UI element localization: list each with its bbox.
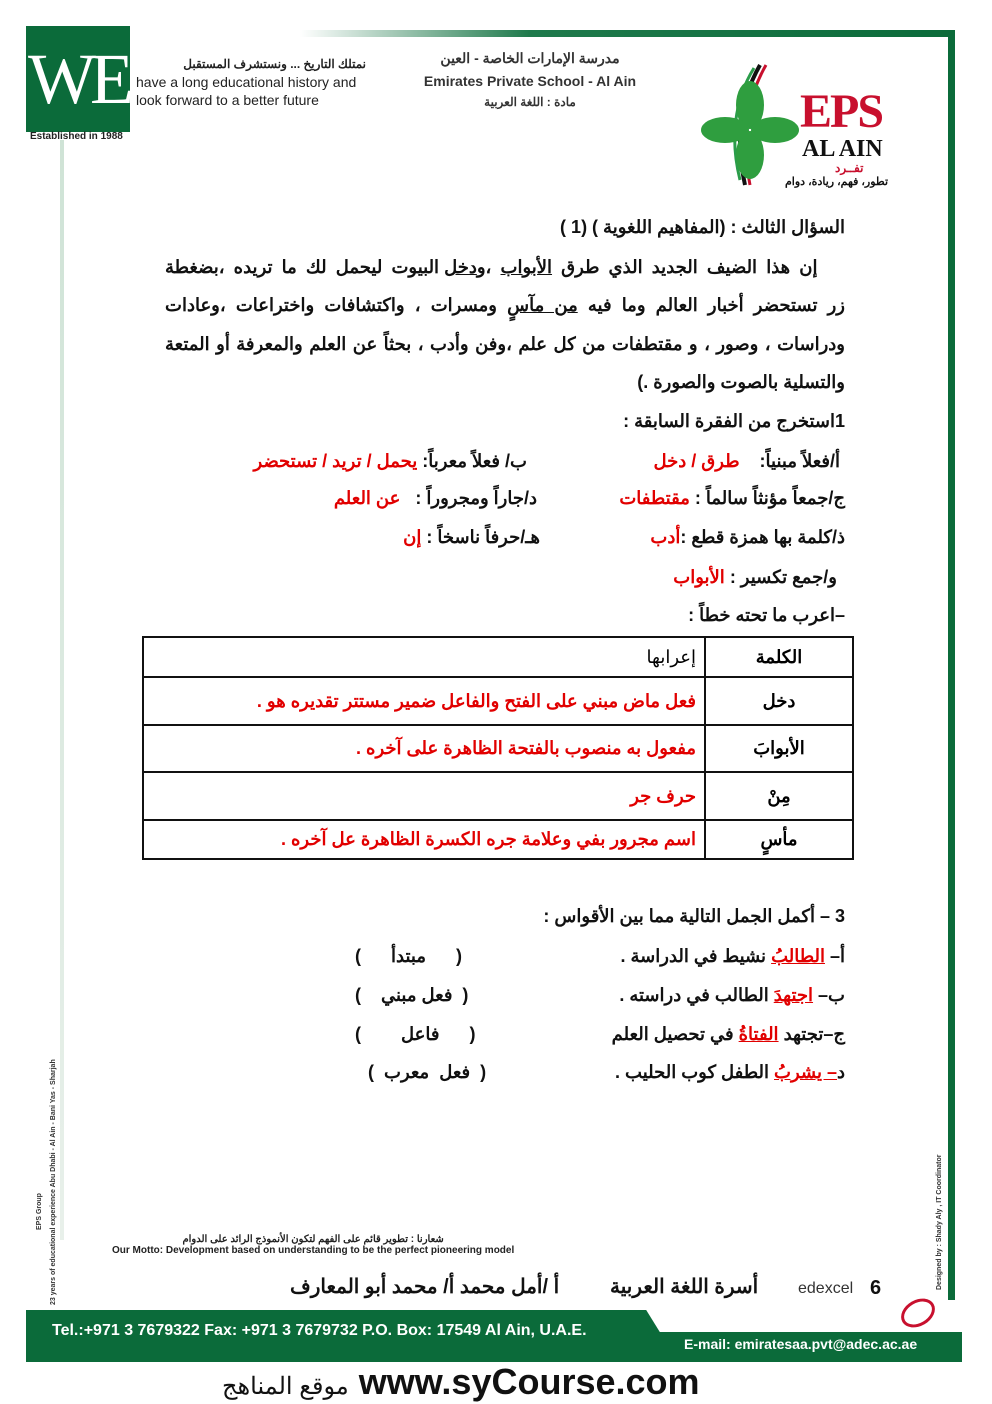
underlined-word: الأبواب [500,257,553,277]
q3-item-c [612,1024,845,1045]
edexcel-logo: edexcel [798,1280,854,1297]
page-number: 6 [870,1277,882,1299]
underlined-word: الفتاةُ [738,1024,779,1044]
label: ب/ فعلاً معرباً: [422,451,527,471]
motto-en: Our Motto: Development based on understanding to be the perfect pioneering model [112,1245,515,1256]
eps-motto: تطور، فهم، ريادة، دوام [785,176,889,188]
table-row [143,820,853,859]
eps-tafarrud: تفــرد [835,161,864,175]
q1-item-f [403,527,540,548]
text: ومسرات ، واكتشافات واختراعات ،وعادات [165,295,508,315]
motto-ar: شعارنا : تطوير قائم على الفهم لتكون الأنموذج الرائد على الدوام [182,1234,444,1245]
word-cell: الأبوابَ [705,725,853,772]
footer-motto [112,1234,514,1256]
parse-cell: حرف جر [143,772,705,820]
side-left-years: 23 years of educational experience Abu Dhabi - Al Ain - Bani Yas - Sharjah [50,1059,57,1305]
q1-item-b [254,451,527,472]
paragraph-line-4: والتسلية بالصوت والصورة .) [637,372,845,392]
teachers: أ /أمل محمد أ/ محمد أبو المعارف [290,1276,560,1298]
underlined-word: اجتهدَ [773,985,814,1005]
q1-item-a [654,451,840,472]
text: د [836,1062,845,1082]
watermark [222,1361,700,1402]
label: أ/فعلاً مبنياً: [759,451,840,471]
contact-tel: Tel.:+971 3 7679322 Fax: +971 3 7679732 P.O. Box: 17549 Al Ain, U.A.E. [52,1322,587,1339]
answer: إن [403,527,422,547]
question-title: السؤال الثالث : (المفاهيم اللغوية ) (1 ) [560,217,845,237]
q1-item-g [673,567,837,588]
table-row [143,725,853,772]
parse-cell: فعل ماض مبني على الفتح والفاعل ضمير مستتر تقديره هو . [143,677,705,725]
label: و/جمع تكسير : [729,567,837,587]
subject-label: مادة : اللغة العربية [484,95,576,109]
text: في تحصيل العلم [611,1024,739,1044]
watermark-ar: موقع المناهج [222,1373,349,1400]
parse-cell: اسم مجرور بفي وعلامة جره الكسرة الظاهرة عل آخره . [143,820,705,859]
paragraph-line-1 [165,257,845,278]
q3-answer-c: ( فاعل ) [355,1024,476,1044]
underlined-word: من مآسٍ [507,295,578,315]
clover-logo-icon [700,60,800,190]
text: الطفل كوب الحليب . [615,1062,775,1082]
side-left-group: EPS Group [36,1193,43,1230]
table-row [143,677,853,725]
q3-answer-b: ( فعل مبني ) [355,985,469,1005]
label: هـ/حرفاً ناسخاً : [426,527,540,547]
label: ج/جمعاً مؤنثاً سالماً : [694,488,845,508]
q3-item-d [615,1062,845,1083]
q3-answer-a: ( مبتدأ ) [355,946,462,966]
underlined-word: – يشربُ [774,1062,837,1082]
q1-title: 1استخرج من الفقرة السابقة : [623,411,845,431]
answer: أدب [650,527,681,547]
frame-right [948,30,955,1315]
q1-item-d [334,488,537,509]
school-name [400,50,660,109]
contact-email: E-mail: emiratesaa.pvt@adec.ac.ae [684,1336,918,1352]
text: زر تستحضر أخبار العالم وما فيه [577,295,845,315]
side-right-designer: Designed by : Shady Aly , IT Coordinator [936,1154,943,1290]
parsing-table [142,636,854,860]
tagline-en-2: look forward to a better future [136,92,319,108]
table-row [143,772,853,820]
tagline-en-1: have a long educational history and [136,74,357,90]
word-cell: مِنْ [705,772,853,820]
parse-cell: مفعول به منصوب بالفتحة الظاهرة على آخره . [143,725,705,772]
header-parse: إعرابها [143,637,705,677]
eps-logo: EPS [800,85,883,138]
frame-left [60,140,64,1240]
label: د/جاراً ومجروراً : [415,488,537,508]
we-logo: WE [26,26,130,132]
watermark-url: www.syCourse.com [358,1361,700,1402]
text: ج–تجتهد [778,1024,845,1044]
answer: يحمل / تريد / تستحضر [253,451,418,471]
text: نشيط في الدراسة . [620,946,772,966]
school-name-ar: مدرسة الإمارات الخاصة - العين [440,50,620,66]
text: أ– [824,946,845,966]
answer: الأبواب [673,567,725,587]
text: البيوت ليحمل لك ما تريده ،بضغطة [165,257,445,277]
text: ،و [476,257,501,277]
q3-item-a [621,946,845,967]
paragraph-line-2 [165,295,845,316]
q3-title: 3 – أكمل الجمل التالية مما بين الأقواس : [543,906,845,926]
eps-city: AL AIN [802,136,883,162]
answer: مقتطفات [619,488,690,508]
table-header-row [143,637,853,677]
header-word: الكلمة [705,637,853,677]
q3-item-b [619,985,845,1006]
tagline [136,55,366,109]
text: الطالب في دراسته . [619,985,774,1005]
word-cell: دخل [705,677,853,725]
q3-answer-d: ( فعل معرب ) [368,1062,487,1082]
text: إن هذا الضيف الجديد الذي طرق [552,257,818,277]
q1-item-e [650,527,845,548]
frame-top [300,30,955,37]
q2-title: –اعرب ما تحته خطاً : [688,605,845,625]
department: أسرة اللغة العربية [610,1276,759,1298]
tagline-ar: نمتلك التاريخ ... ونستشرف المستقبل [183,57,366,71]
underlined-word: الطالبُ [771,946,825,966]
answer: طرق / دخل [653,451,740,471]
school-name-en: Emirates Private School - Al Ain [423,73,637,89]
label: ذ/كلمة بها همزة قطع : [680,527,845,547]
q1-item-c [619,488,845,509]
word-cell: مأسٍ [705,820,853,859]
text: ب– [813,985,845,1005]
established-text: Established in 1988 [30,131,123,142]
paragraph-line-3: ودراسات ، وصور ، و مقتطفات من كل علم ،وفن وأدب ، بحثاً عن العلم والمعرفة أو المتعة [165,334,845,354]
underlined-word: دخل [444,257,477,277]
answer: عن العلم [333,488,401,508]
